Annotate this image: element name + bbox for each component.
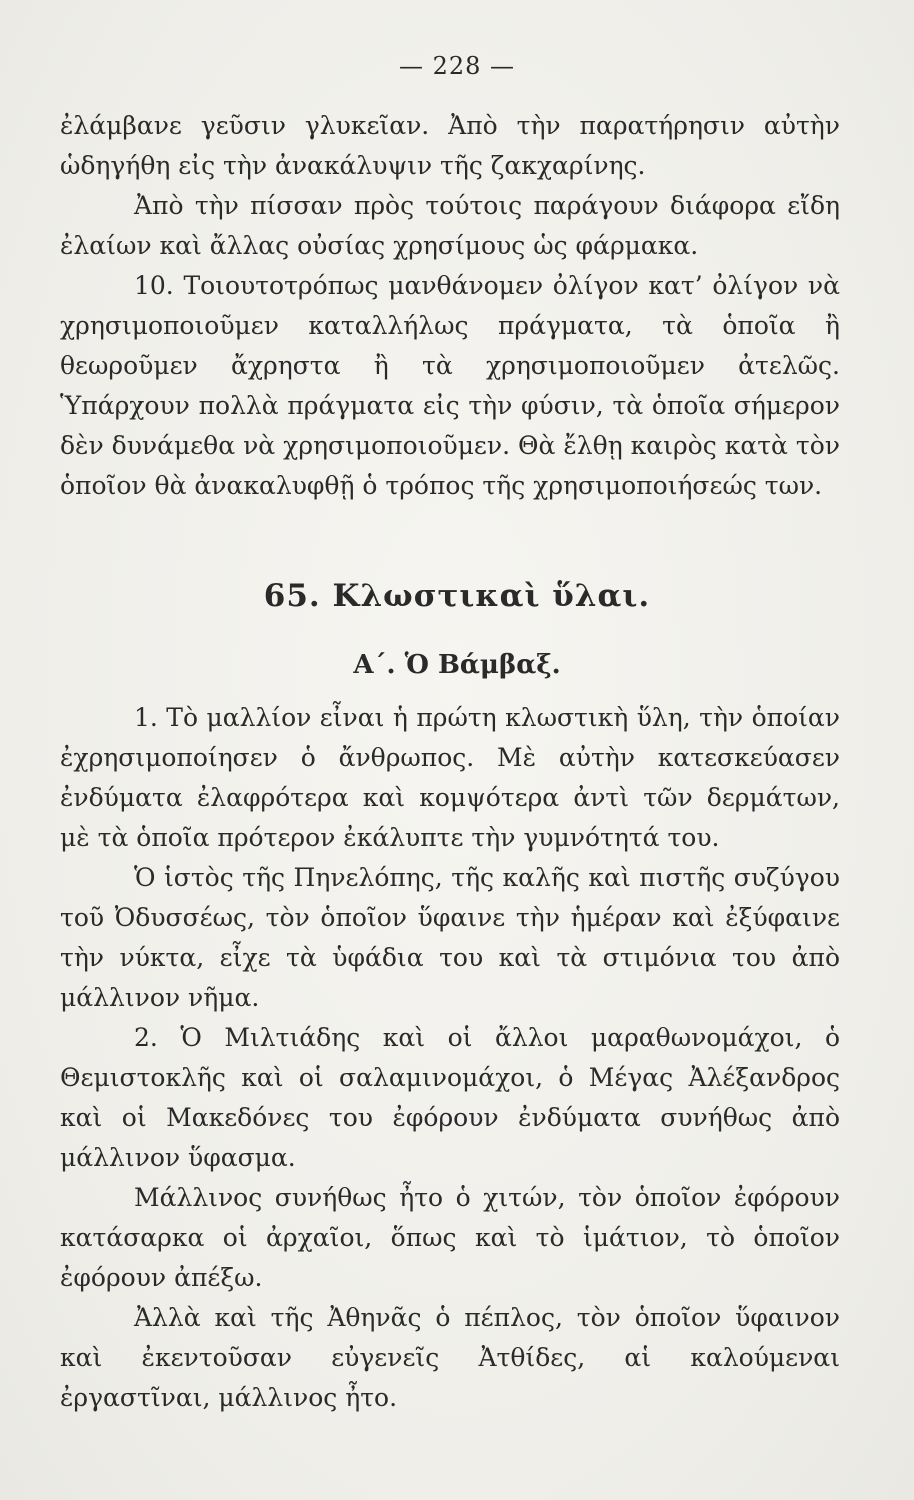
paragraph-athena-peplos: Ἀλλὰ καὶ τῆς Ἀθηνᾶς ὁ πέπλος, τὸν ὁποῖον ὕφαινον καὶ ἐκεντοῦσαν εὐγενεῖς Ἀτθίδες, αἱ καλούμεναι ἐργαστῖναι, μάλλινος ἦτο.: [60, 1303, 840, 1412]
subsection-title: Α΄. Ὁ Βάμβαξ.: [353, 650, 561, 680]
paragraph-penelope: Ὁ ἱστὸς τῆς Πηνελόπης, τῆς καλῆς καὶ πιστῆς συζύγου τοῦ Ὀδυσσέως, τὸν ὁποῖον ὕφαινε τὴν ἡμέραν καὶ ἐξύφαινε τὴν νύκτα, εἶχε τὰ ὑφάδια του καὶ τὰ στιμόνια του ἀπὸ μάλλινον νῆμα.: [60, 863, 840, 1012]
page-number: — 228 —: [398, 52, 516, 80]
paragraph-1: 1. Τὸ μαλλίον εἶναι ἡ πρώτη κλωστικὴ ὕλη, τὴν ὁποίαν ἐχρησιμοποίησεν ὁ ἄνθρωπος. Μὲ αὐτὴν κατεσκεύασεν ἐνδύματα ἐλαφρότερα καὶ κομψότερα ἀντὶ τῶν δερμάτων, μὲ τὰ ὁποῖα πρότερον ἐκάλυπτε τὴν γυμνότητά του.: [60, 703, 840, 852]
paragraph-2: 2. Ὁ Μιλτιάδης καὶ οἱ ἄλλοι μαραθωνομάχοι, ὁ Θεμιστοκλῆς καὶ οἱ σαλαμινομάχοι, ὁ Μέγας Ἀλέξανδρος καὶ οἱ Μακεδόνες του ἐφόρουν ἐνδύματα συνήθως ἀπὸ μάλλινον ὕφασμα.: [60, 1023, 840, 1172]
paragraph-pitch-products: Ἀπὸ τὴν πίσσαν πρὸς τούτοις παράγουν διάφορα εἴδη ἐλαίων καὶ ἄλλας οὐσίας χρησίμους ὡς φάρμακα.: [60, 191, 840, 260]
top-text-block: [60, 106, 840, 506]
section-title: 65. Κλωστικαὶ ὕλαι.: [263, 578, 651, 614]
bottom-text-block: [60, 698, 840, 1418]
paragraph-chiton: Μάλλινος συνήθως ἦτο ὁ χιτών, τὸν ὁποῖον ἐφόρουν κατάσαρκα οἱ ἀρχαῖοι, ὅπως καὶ τὸ ἱμάτιον, τὸ ὁποῖον ἐφόρουν ἀπέξω.: [60, 1183, 840, 1292]
paragraph-10: 10. Τοιουτοτρόπως μανθάνομεν ὀλίγον κατ’ ὀλίγον νὰ χρησιμοποιοῦμεν καταλλήλως πράγματα, τὰ ὁποῖα ἢ θεωροῦμεν ἄχρηστα ἢ τὰ χρησιμοποιοῦμεν ἀτελῶς. Ὑπάρχουν πολλὰ πράγματα εἰς τὴν φύσιν, τὰ ὁποῖα σήμερον δὲν δυνάμεθα νὰ χρησιμοποιοῦμεν. Θὰ ἔλθῃ καιρὸς κατὰ τὸν ὁποῖον θὰ ἀνακαλυφθῇ ὁ τρόπος τῆς χρησιμοποιήσεώς των.: [60, 271, 840, 500]
paragraph-continuation: ἐλάμβανε γεῦσιν γλυκεῖαν. Ἀπὸ τὴν παρατήρησιν αὐτὴν ὡδηγήθη εἰς τὴν ἀνακάλυψιν τῆς ζακχαρίνης.: [60, 111, 840, 180]
